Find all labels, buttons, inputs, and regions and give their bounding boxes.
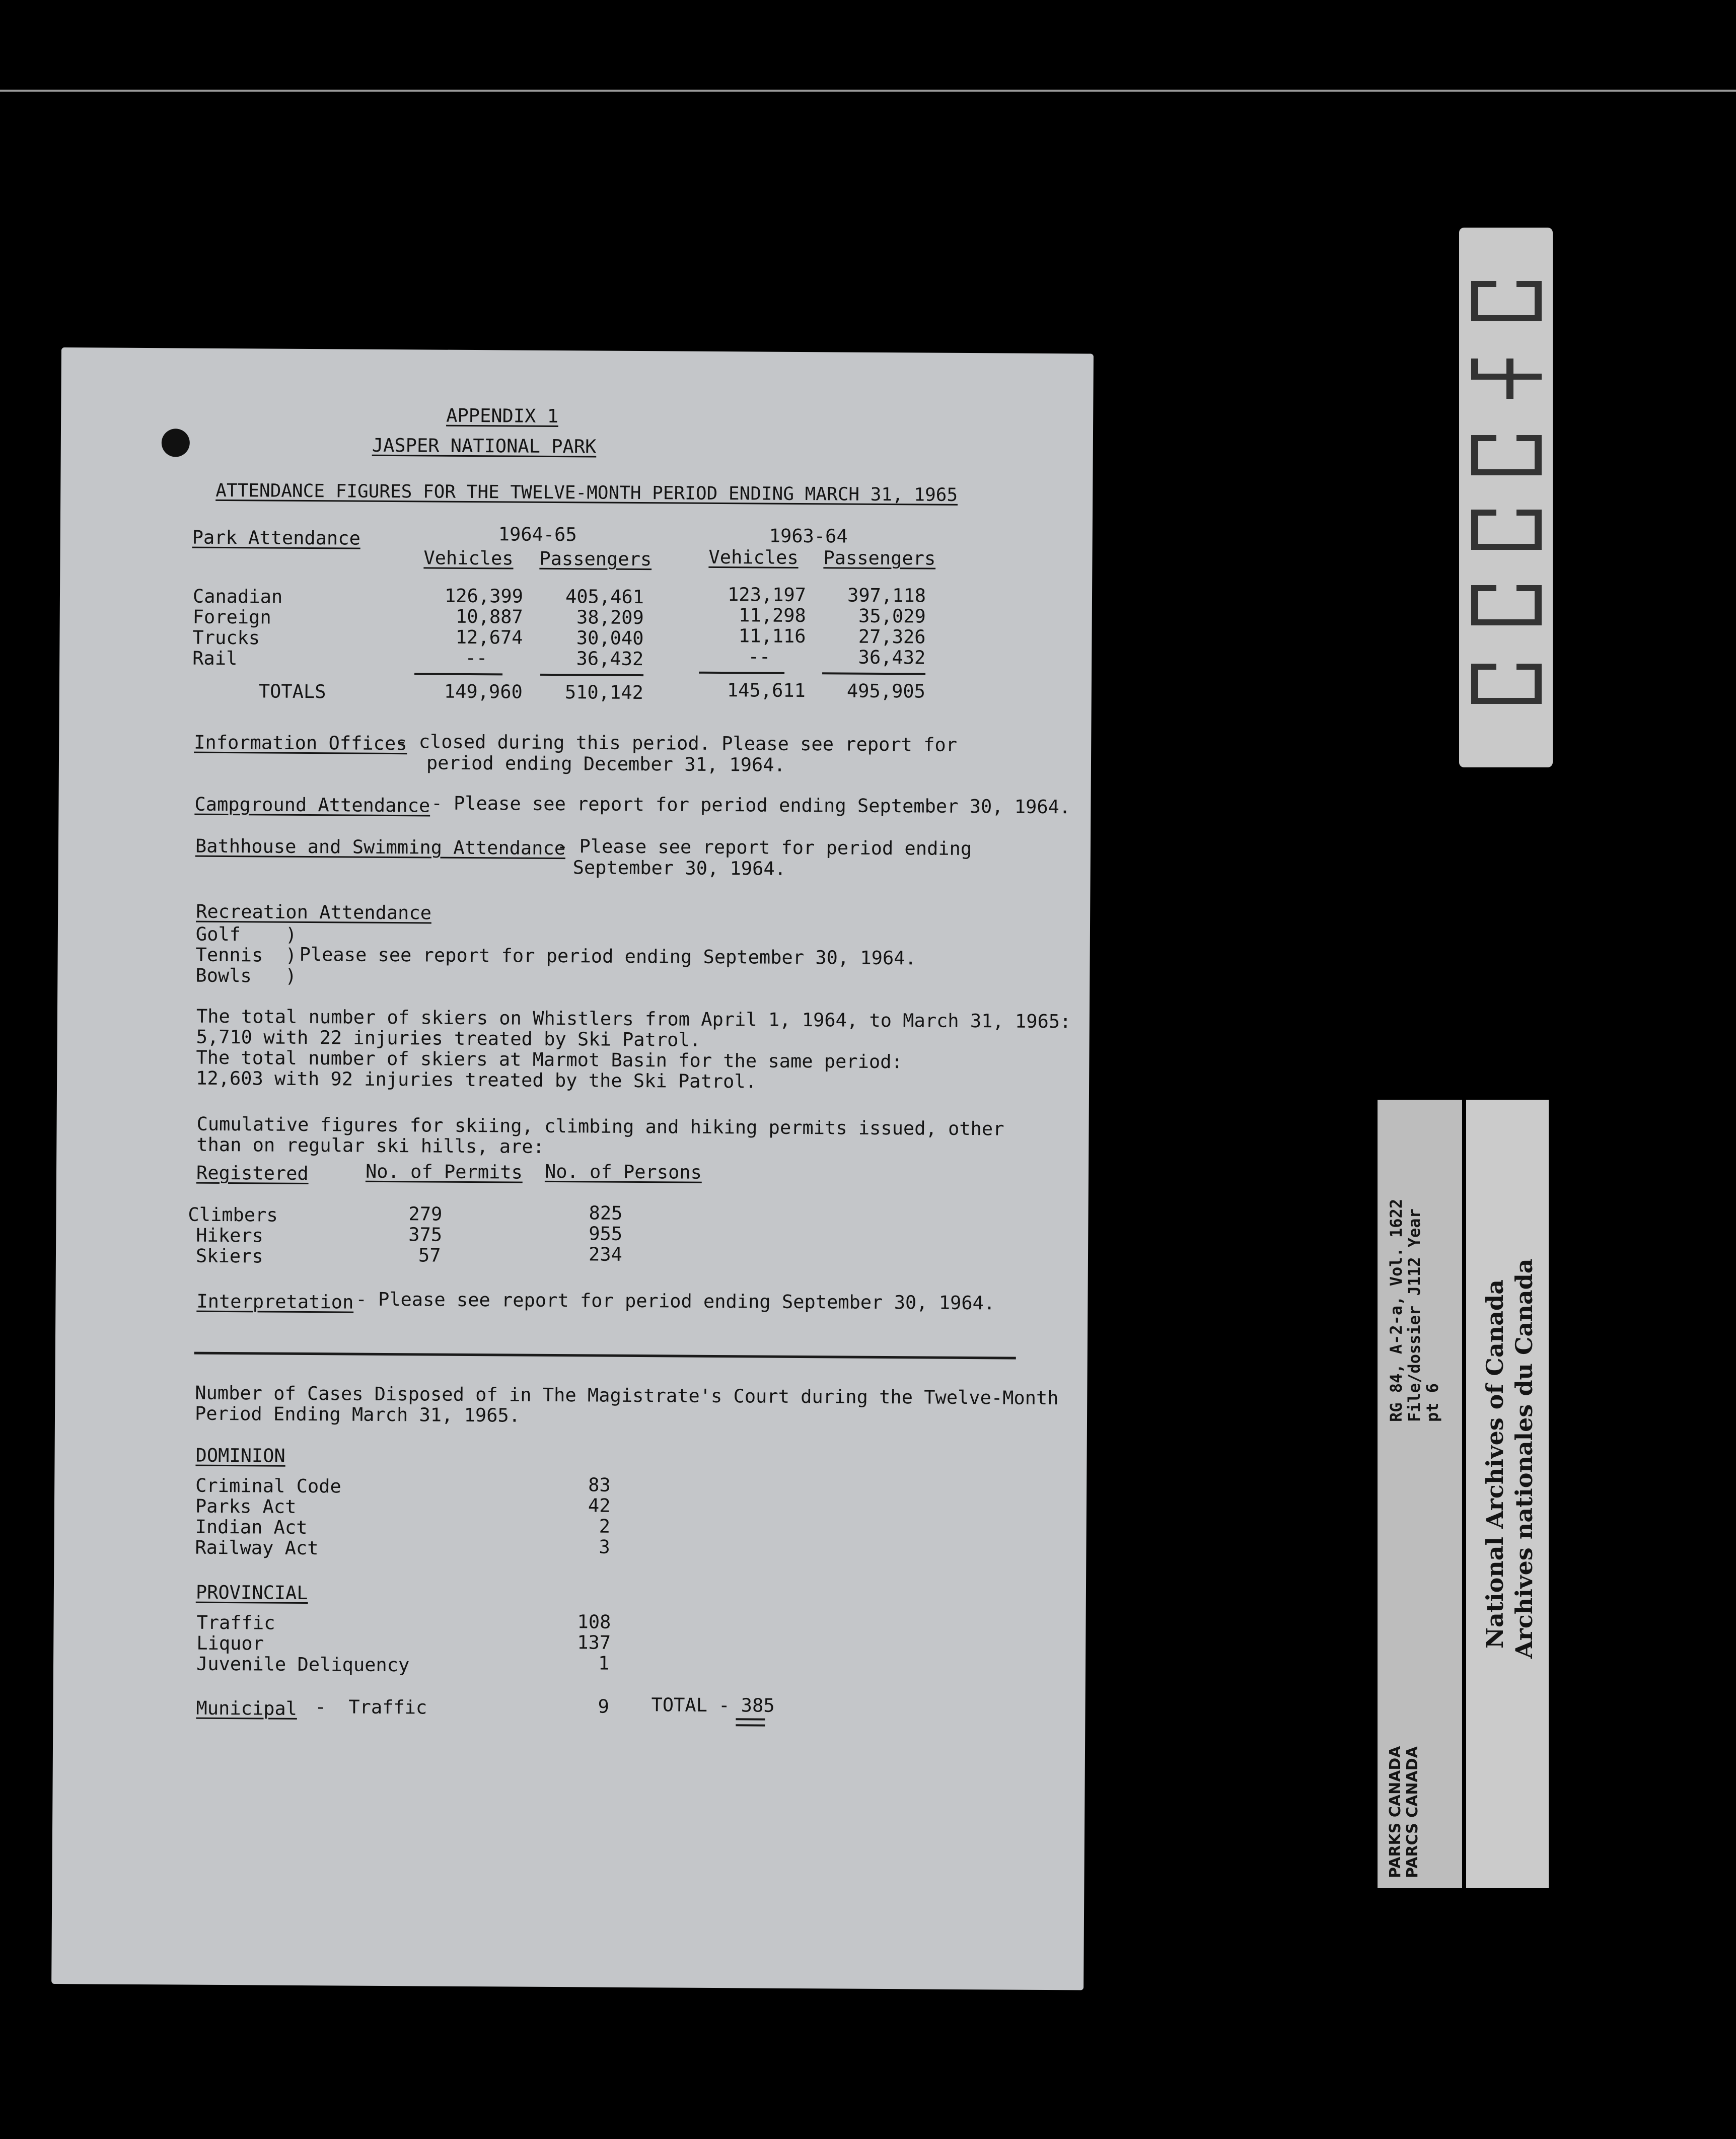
frame-digit — [1466, 505, 1547, 555]
provincial-label: PROVINCIAL — [195, 1581, 308, 1604]
subtotal-rule — [699, 672, 784, 674]
national-archives-fr: Archives nationales du Canada — [1510, 1258, 1538, 1659]
permits-cell: 279 — [408, 1203, 443, 1225]
frame-digit — [1466, 430, 1547, 480]
permits-row-label: Skiers — [195, 1245, 263, 1267]
cell: 30,040 — [576, 627, 644, 650]
total-double-rule — [736, 1724, 765, 1726]
document-page — [51, 347, 1094, 1990]
court-row-label: Indian Act — [195, 1516, 308, 1539]
bathhouse-label: Bathhouse and Swimming Attendance — [195, 835, 566, 860]
cell: 38,209 — [576, 606, 644, 629]
court-total: TOTAL - 385 — [651, 1694, 775, 1717]
cell: 35,029 — [858, 605, 926, 627]
permits-cell: 825 — [589, 1202, 623, 1224]
frame-number-strip — [1459, 228, 1553, 767]
cell: 405,461 — [565, 586, 644, 608]
parks-canada-en: PARKS CANADA — [1387, 1746, 1404, 1878]
municipal-value: 9 — [598, 1695, 609, 1718]
info-offices-text: - closed during this period. Please see report for — [396, 731, 958, 756]
frame-digit — [1466, 353, 1547, 404]
cell: 397,118 — [847, 584, 926, 607]
permits-row-label: Hikers — [196, 1224, 264, 1247]
court-row-label: Railway Act — [195, 1536, 319, 1559]
recreation-label: Recreation Attendance — [196, 900, 432, 924]
cell: 11,116 — [738, 625, 806, 648]
report-title: ATTENDANCE FIGURES FOR THE TWELVE-MONTH PERIOD ENDING MARCH 31, 1965 — [215, 480, 958, 506]
court-row-value: 108 — [577, 1611, 611, 1633]
year-a-heading: 1964-65 — [498, 523, 577, 546]
col-vehicles-b: Vehicles — [708, 546, 799, 568]
interpretation-label: Interpretation — [196, 1290, 354, 1313]
national-archives-en: National Archives of Canada — [1481, 1279, 1508, 1649]
court-intro: Number of Cases Disposed of in The Magistrate's Court during the Twelve-Month — [195, 1382, 1059, 1409]
cell: 36,432 — [858, 646, 926, 669]
appendix-heading: APPENDIX 1 — [446, 404, 559, 427]
recreation-note: Please see report for period ending September 30, 1964. — [299, 943, 916, 969]
cell: -- — [465, 647, 488, 669]
court-row-value: 1 — [598, 1652, 610, 1674]
permits-cell: 234 — [588, 1243, 622, 1265]
row-label: Rail — [192, 647, 238, 670]
archive-ref: pt 6 — [1423, 1383, 1442, 1422]
permits-intro: Cumulative figures for skiing, climbing and hiking permits issued, other — [196, 1113, 1004, 1140]
recreation-item: Bowls ) — [195, 964, 297, 987]
row-label: Canadian — [192, 585, 283, 608]
court-row-value: 42 — [588, 1494, 611, 1517]
permits-intro: than on regular ski hills, are: — [196, 1133, 545, 1158]
permits-cell: 57 — [418, 1244, 441, 1266]
court-row-label: Liquor — [196, 1632, 264, 1655]
archive-label-left — [1378, 1100, 1462, 1888]
skiers-text: 5,710 with 22 injuries treated by Ski Patrol. — [196, 1026, 701, 1051]
dominion-label: DOMINION — [195, 1444, 285, 1467]
cell: 12,674 — [455, 626, 523, 649]
subtotal-rule — [540, 674, 643, 676]
municipal-label: Municipal — [196, 1697, 298, 1720]
cell: 36,432 — [576, 648, 644, 670]
permits-cell: 955 — [589, 1223, 623, 1245]
municipal-item: - Traffic — [315, 1696, 427, 1719]
skiers-text: The total number of skiers on Whistlers from April 1, 1964, to March 31, 1965: — [196, 1005, 1071, 1033]
row-label: Trucks — [192, 626, 260, 649]
skiers-text: 12,603 with 92 injuries treated by the Ski Patrol. — [196, 1067, 757, 1093]
bathhouse-text: - Please see report for period ending — [556, 835, 972, 860]
subtotal-rule — [414, 673, 502, 675]
info-offices-text: period ending December 31, 1964. — [426, 752, 785, 776]
frame-digit — [1466, 580, 1547, 630]
subtotal-rule — [822, 672, 925, 675]
interpretation-text: - Please see report for period ending September 30, 1964. — [355, 1288, 995, 1314]
cell: 495,905 — [846, 680, 925, 702]
cell: 510,142 — [564, 681, 643, 704]
col-vehicles-a: Vehicles — [423, 547, 514, 569]
film-edge-line — [0, 90, 1736, 92]
total-double-rule — [736, 1718, 765, 1720]
frame-digit — [1466, 276, 1547, 326]
court-row-value: 2 — [599, 1515, 611, 1537]
cell: 10,887 — [455, 605, 523, 628]
col-permits: No. of Permits — [365, 1160, 523, 1183]
park-heading: JASPER NATIONAL PARK — [372, 434, 597, 458]
cell: 145,611 — [727, 679, 806, 702]
totals-label: TOTALS — [258, 680, 326, 703]
row-label: Foreign — [192, 606, 271, 628]
parks-canada-fr: PARCS CANADA — [1404, 1746, 1421, 1878]
permits-cell: 375 — [408, 1224, 443, 1246]
archive-ref: File/dossier J112 Year — [1405, 1208, 1424, 1422]
court-row-label: Parks Act — [195, 1495, 297, 1518]
campground-label: Campground Attendance — [194, 793, 430, 817]
permits-row-label: Climbers — [188, 1203, 278, 1226]
cell: 126,399 — [444, 585, 524, 607]
bathhouse-text: September 30, 1964. — [572, 857, 786, 880]
archive-ref: RG 84, A-2-a, Vol. 1622 — [1387, 1198, 1406, 1422]
archive-label-right — [1466, 1100, 1549, 1888]
col-passengers-a: Passengers — [539, 547, 652, 571]
info-offices-label: Information Offices — [194, 731, 407, 755]
cell: 149,960 — [444, 680, 523, 703]
year-b-heading: 1963-64 — [769, 525, 848, 547]
court-intro: Period Ending March 31, 1965. — [194, 1402, 521, 1427]
col-passengers-b: Passengers — [823, 547, 936, 569]
court-row-value: 83 — [588, 1474, 611, 1496]
park-attendance-label: Park Attendance — [192, 526, 360, 549]
frame-digit — [1466, 659, 1547, 709]
skiers-text: The total number of skiers at Marmot Basin for the same period: — [196, 1046, 903, 1073]
campground-text: - Please see report for period ending September 30, 1964. — [431, 792, 1071, 818]
col-registered: Registered — [196, 1162, 309, 1185]
section-divider — [194, 1352, 1016, 1360]
cell: 11,298 — [738, 604, 806, 627]
court-row-value: 137 — [577, 1631, 611, 1654]
court-row-label: Criminal Code — [195, 1474, 341, 1498]
cell: 27,326 — [858, 625, 926, 648]
punch-hole — [162, 429, 190, 457]
court-row-label: Juvenile Deliquency — [196, 1653, 410, 1676]
recreation-item: Golf ) — [195, 923, 297, 946]
col-persons: No. of Persons — [544, 1160, 702, 1183]
court-row-value: 3 — [599, 1536, 610, 1558]
cell: -- — [748, 646, 771, 668]
court-row-label: Traffic — [196, 1611, 275, 1634]
recreation-item: Tennis ) — [195, 944, 297, 966]
cell: 123,197 — [727, 584, 807, 606]
